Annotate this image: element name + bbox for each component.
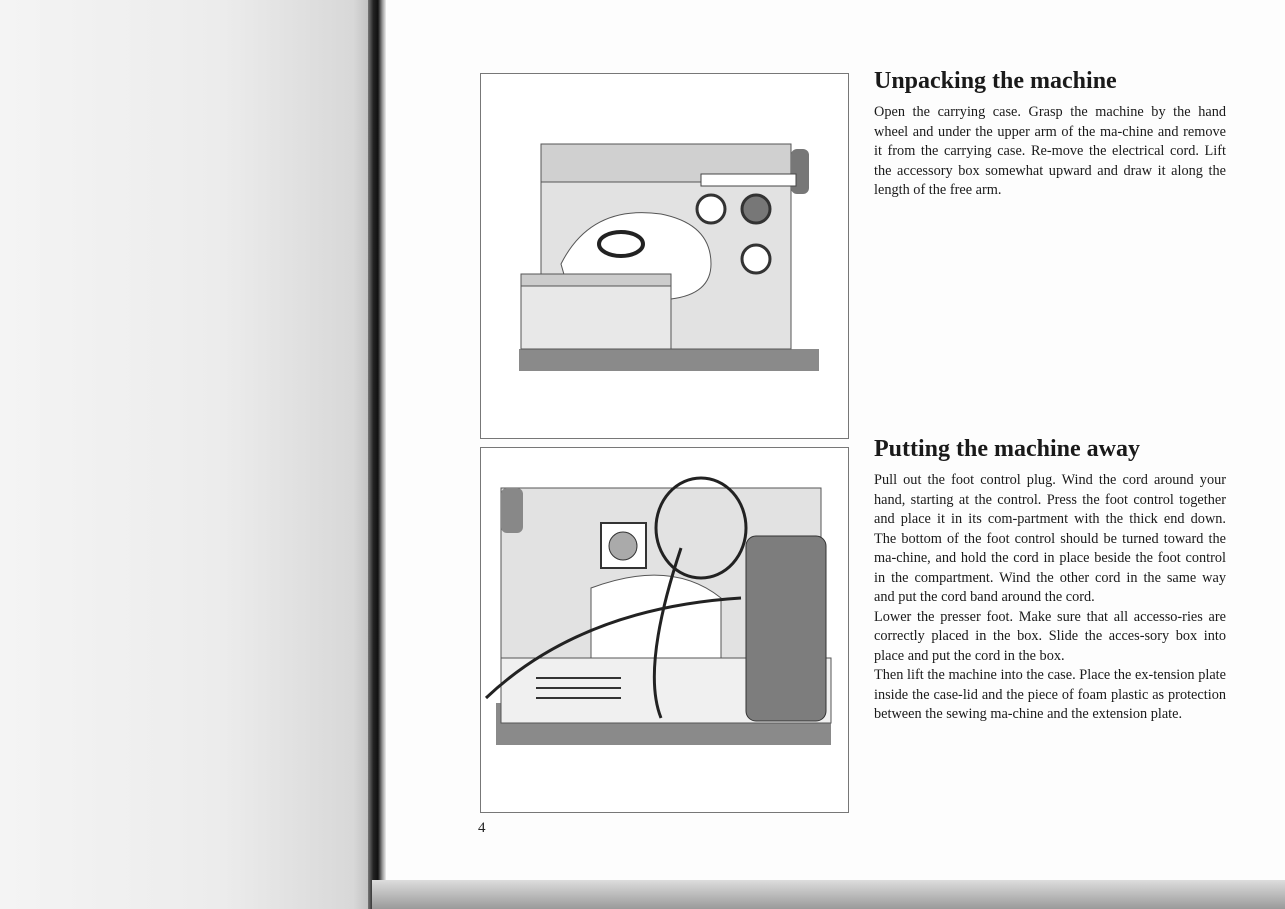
section-heading: Unpacking the machine	[874, 68, 1117, 94]
section-paragraph: Pull out the foot control plug. Wind the cord around your hand, starting at the control. Press the foot control together and place it in its com-partment with the thick end down. The bottom of the foot control should be turned toward the ma-chine, and hold the cord in place beside the foot control in the compartment. Wind the other cord in the same way and put the cord band around the cord.	[874, 472, 1226, 605]
book-spine	[368, 0, 386, 909]
page-number: 4	[478, 820, 486, 836]
illustration-putting-machine-away	[480, 447, 849, 813]
illustration-unpacking-machine	[480, 73, 849, 439]
section-paragraph: Then lift the machine into the case. Place the ex-tension plate inside the case-lid and the piece of foam plastic as protection between the sewing ma-chine and the extension plate.	[874, 667, 1226, 722]
section-putting-away	[874, 436, 1226, 725]
page-edge	[372, 880, 1285, 909]
section-heading: Putting the machine away	[874, 436, 1140, 462]
section-unpacking	[874, 68, 1226, 201]
section-paragraph: Lower the presser foot. Make sure that all accesso-ries are correctly placed in the box. Slide the acces-sory box into place and put the cord in the box.	[874, 608, 1226, 664]
left-page-blank	[0, 0, 372, 909]
section-paragraph: Open the carrying case. Grasp the machine by the hand wheel and under the upper arm of the ma-chine and remove it from the carrying case. Re-move the electrical cord. Lift the accessory box somewhat upward and draw it along the length of the free arm.	[874, 104, 1226, 198]
